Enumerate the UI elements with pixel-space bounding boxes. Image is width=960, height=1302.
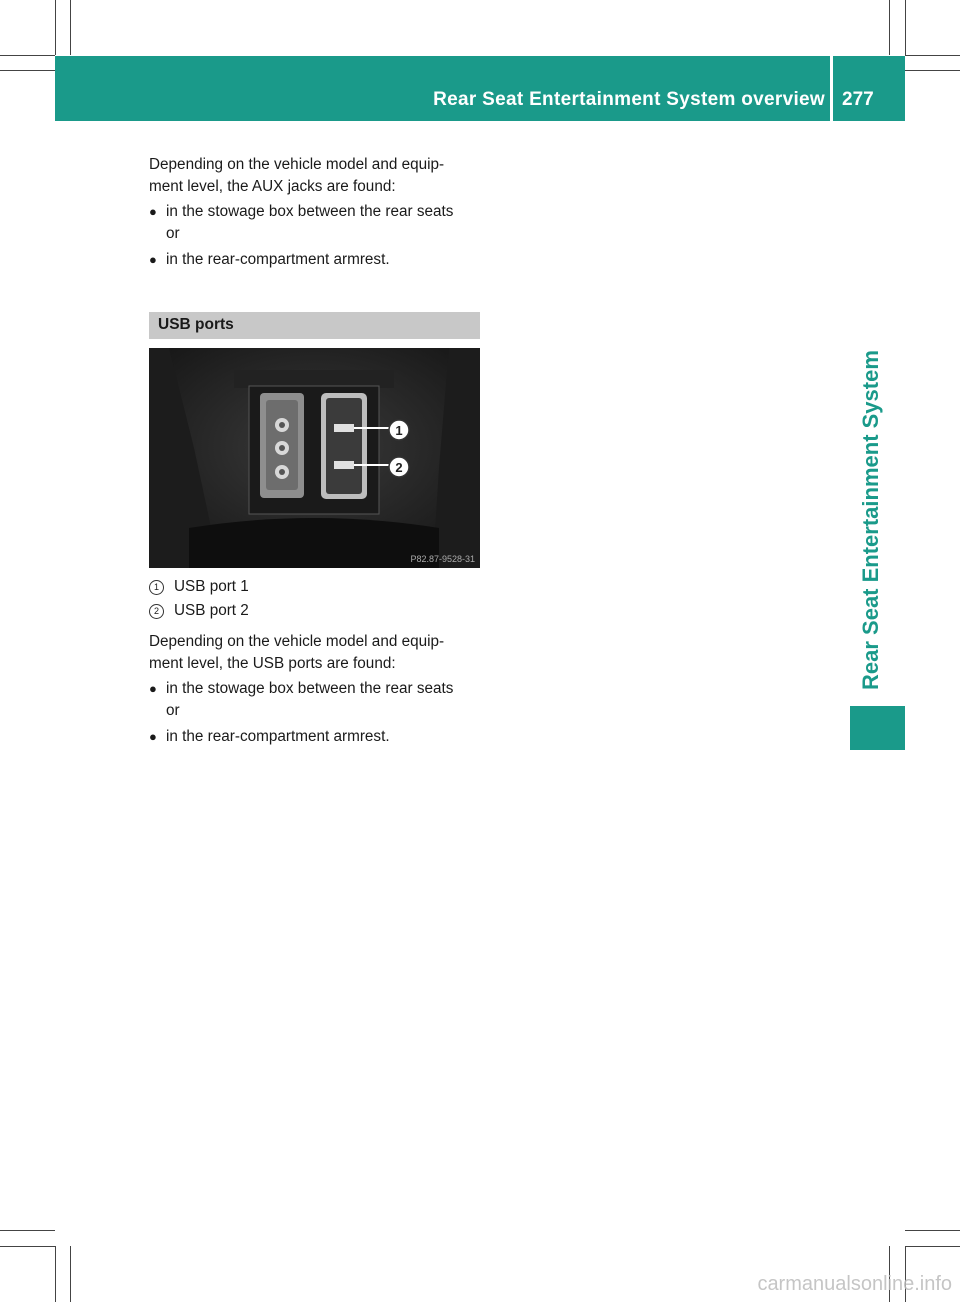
legend-marker: 2 — [149, 604, 164, 619]
header-divider — [830, 56, 833, 121]
crop-mark — [0, 55, 55, 56]
watermark: carmanualsonline.info — [757, 1273, 952, 1295]
bullet-icon: ● — [149, 251, 157, 267]
crop-mark — [55, 1246, 56, 1302]
section-heading — [149, 312, 480, 339]
crop-mark — [905, 55, 960, 56]
aux-section — [149, 154, 484, 271]
list-item — [149, 726, 484, 748]
legend-label: USB port 2 — [174, 602, 249, 619]
legend-label: USB port 1 — [174, 578, 249, 595]
crop-mark — [0, 1246, 55, 1247]
list-item-text: or — [166, 702, 180, 720]
list-item — [149, 249, 484, 271]
side-tab-marker — [850, 706, 905, 750]
section-heading-text: USB ports — [158, 316, 234, 333]
crop-mark — [0, 70, 55, 71]
legend-item — [149, 602, 249, 620]
aux-intro-line1: Depending on the vehicle model and equip- — [149, 156, 445, 173]
crop-mark — [905, 0, 906, 55]
crop-mark — [905, 70, 960, 71]
bullet-icon: ● — [149, 728, 157, 744]
list-item-text: in the stowage box between the rear seats — [166, 203, 454, 221]
crop-mark — [70, 1246, 71, 1302]
usb-intro-line2: ment level, the USB ports are found: — [149, 654, 396, 672]
legend-marker: 1 — [149, 580, 164, 595]
crop-mark — [889, 0, 890, 55]
bullet-icon: ● — [149, 204, 157, 220]
list-item — [149, 201, 484, 244]
bullet-icon: ● — [149, 681, 157, 697]
side-tab-label: Rear Seat Entertainment System — [858, 350, 883, 690]
list-item-text: or — [166, 225, 180, 243]
page-number: 277 — [842, 89, 874, 110]
aux-intro-line2: ment level, the AUX jacks are found: — [149, 177, 396, 195]
usb-intro-line1: Depending on the vehicle model and equip- — [149, 633, 445, 650]
callout-1: 1 — [395, 423, 403, 438]
crop-mark — [905, 1230, 960, 1231]
image-code: P82.87-9528-31 — [410, 554, 475, 564]
callout-2: 2 — [395, 460, 403, 475]
legend-item — [149, 578, 249, 596]
usb-ports-photo — [149, 348, 480, 568]
list-item-text: in the rear-compartment armrest. — [166, 250, 390, 268]
crop-mark — [905, 1246, 960, 1247]
list-item-text: in the stowage box between the rear seats — [166, 680, 454, 698]
crop-mark — [0, 1230, 55, 1231]
page-title: Rear Seat Entertainment System overview — [433, 89, 825, 110]
usb-location-section — [149, 631, 484, 748]
list-item — [149, 678, 484, 721]
list-item-text: in the rear-compartment armrest. — [166, 727, 390, 745]
crop-mark — [55, 0, 56, 55]
crop-mark — [70, 0, 71, 55]
